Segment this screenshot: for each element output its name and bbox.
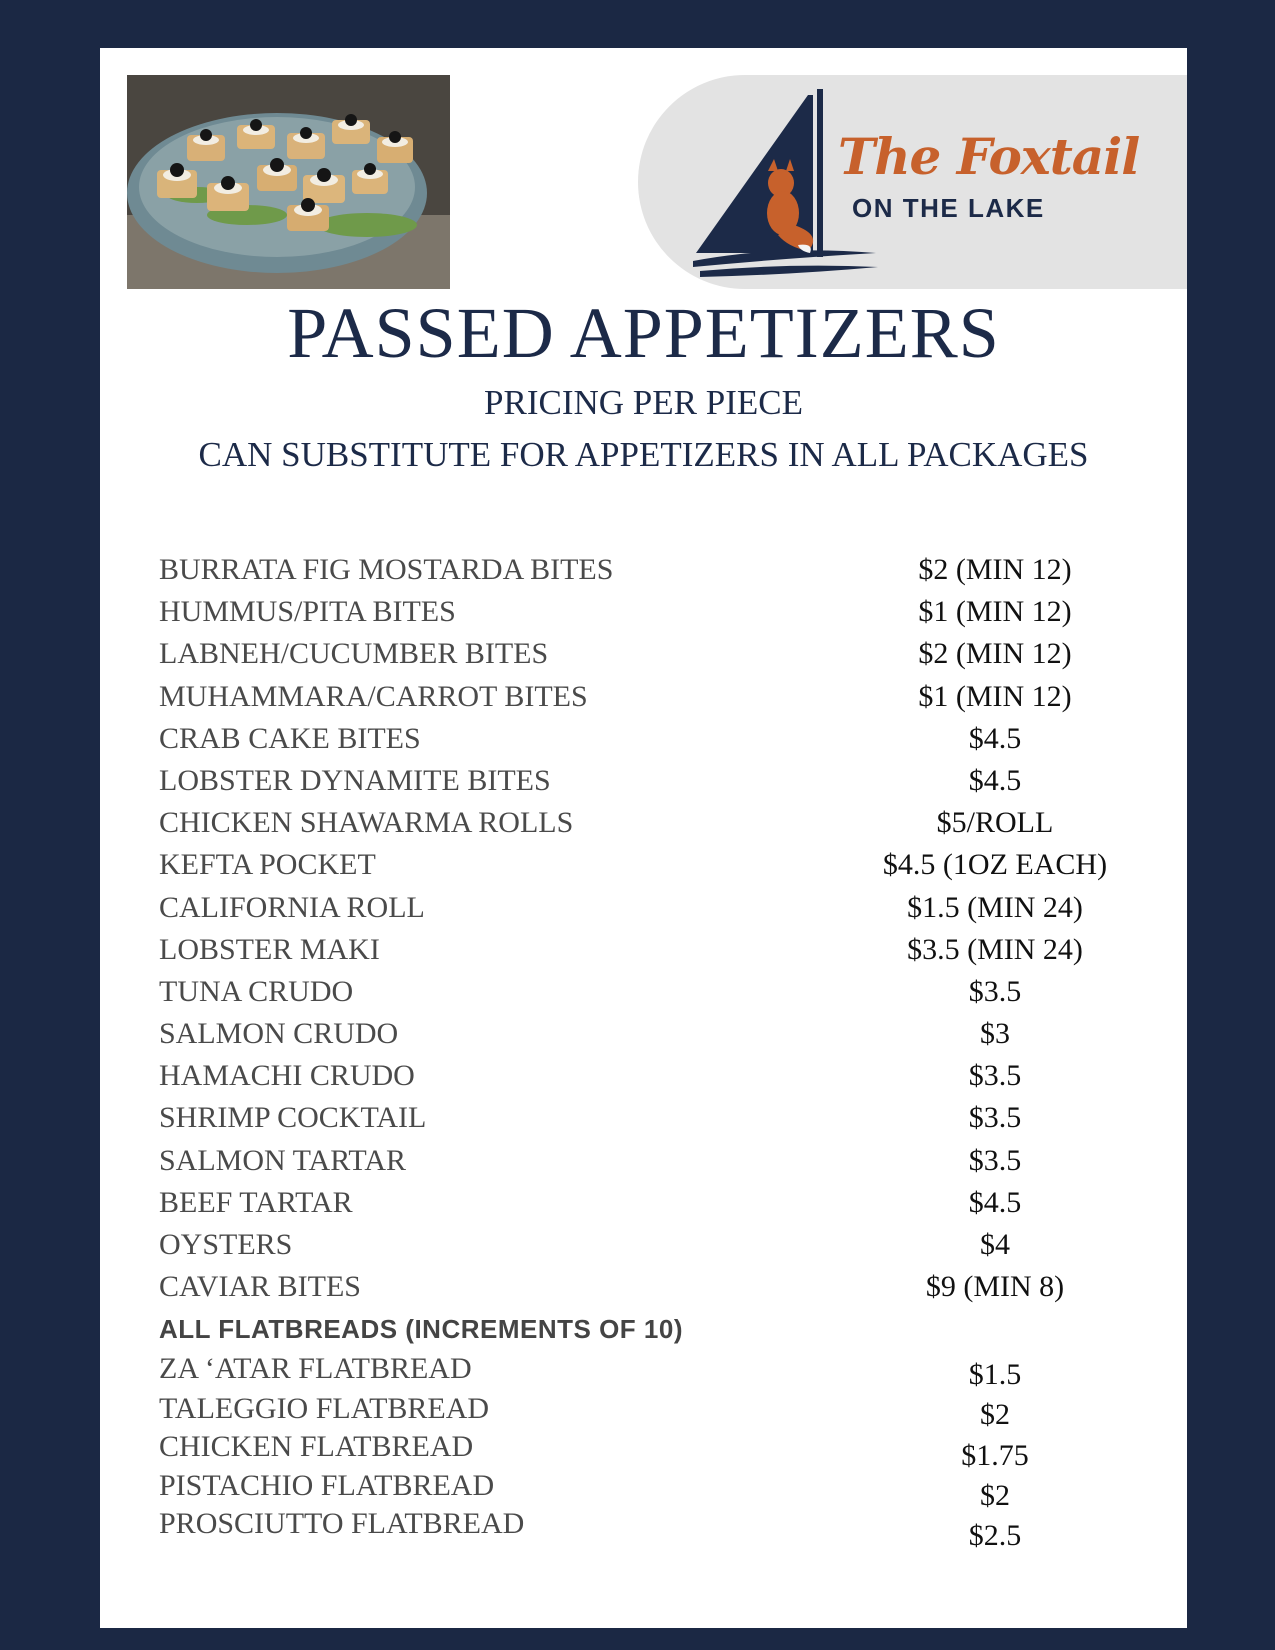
- menu-row: [159, 722, 1159, 764]
- menu-row: [159, 764, 1159, 806]
- menu-item-name: CRAB CAKE BITES: [159, 721, 421, 755]
- menu-row: [159, 1270, 1159, 1312]
- flatbread-price: $1.75: [961, 1439, 1029, 1473]
- menu-item-price: $3.5 (MIN 24): [907, 932, 1083, 966]
- menu-item-price: $4.5: [968, 763, 1022, 797]
- menu-item-name: TUNA CRUDO: [159, 974, 354, 1008]
- menu-row: [159, 1059, 1159, 1101]
- menu-item-name: KEFTA POCKET: [159, 848, 376, 882]
- flatbread-price: $2.5: [968, 1519, 1022, 1553]
- menu-item-price: $2 (MIN 12): [918, 553, 1072, 586]
- flatbread-section-heading: ALL FLATBREADS (INCREMENTS OF 10): [159, 1314, 683, 1345]
- menu-row: [159, 1101, 1159, 1143]
- menu-item-name: BURRATA FIG MOSTARDA BITES: [159, 553, 614, 586]
- menu-item-price: $3.5: [968, 974, 1022, 1008]
- flatbread-list: [159, 1352, 1159, 1592]
- menu-item-price: $3.5: [968, 1143, 1022, 1177]
- menu-item-name: CALIFORNIA ROLL: [159, 890, 425, 924]
- menu-row: [159, 975, 1159, 1017]
- menu-item-name: OYSTERS: [159, 1228, 293, 1261]
- menu-row: [159, 1228, 1159, 1270]
- menu-item-price: $3.5: [968, 1059, 1022, 1093]
- menu-row: [159, 891, 1159, 933]
- menu-item-price: $4: [980, 1228, 1010, 1261]
- menu-row: [159, 680, 1159, 722]
- menu-item-name: LABNEH/CUCUMBER BITES: [159, 637, 549, 671]
- menu-item-name: HUMMUS/PITA BITES: [159, 595, 456, 629]
- menu-item-name: BEEF TARTAR: [159, 1185, 353, 1219]
- menu-item-price: $2 (MIN 12): [918, 637, 1072, 671]
- menu-item-name: CHICKEN SHAWARMA ROLLS: [159, 806, 574, 840]
- menu-row: [159, 553, 1159, 595]
- menu-item-name: HAMACHI CRUDO: [159, 1059, 415, 1093]
- menu-item-price: $3.5: [968, 1101, 1022, 1135]
- menu-row: [159, 1017, 1159, 1059]
- caviar-platter-illustration: [127, 75, 450, 289]
- appetizer-photo: [127, 75, 450, 289]
- menu-item-price: $9 (MIN 8): [925, 1270, 1065, 1304]
- menu-item-name: MUHAMMARA/CARROT BITES: [159, 679, 588, 713]
- menu-item-name: CAVIAR BITES: [159, 1270, 361, 1304]
- menu-item-price: $5/ROLL: [936, 806, 1054, 840]
- menu-row: [159, 1186, 1159, 1228]
- flatbread-name: TALEGGIO FLATBREAD: [159, 1392, 490, 1426]
- menu-row: [159, 933, 1159, 975]
- flatbread-price: $2: [980, 1398, 1010, 1432]
- menu-item-price: $4.5: [968, 721, 1022, 755]
- menu-row: [159, 848, 1159, 890]
- flatbread-name: ZA ‘ATAR FLATBREAD: [159, 1352, 472, 1386]
- menu-item-price: $1 (MIN 12): [918, 679, 1072, 713]
- menu-row: [159, 806, 1159, 848]
- menu-row: [159, 637, 1159, 679]
- flatbread-name: PROSCIUTTO FLATBREAD: [159, 1507, 525, 1541]
- menu-item-name: SALMON CRUDO: [159, 1017, 399, 1051]
- menu-item-name: LOBSTER MAKI: [159, 932, 380, 966]
- menu-row: [159, 595, 1159, 637]
- substitution-note: CAN SUBSTITUTE FOR APPETIZERS IN ALL PACKAGES: [198, 435, 1089, 474]
- flatbread-price: $1.5: [968, 1358, 1022, 1392]
- pricing-note: PRICING PER PIECE: [484, 383, 803, 422]
- brand-tagline: ON THE LAKE: [852, 193, 1045, 223]
- flatbread-name: CHICKEN FLATBREAD: [159, 1430, 474, 1464]
- page-title: PASSED APPETIZERS: [287, 293, 1000, 373]
- menu-item-price: $4.5 (1OZ EACH): [882, 848, 1108, 882]
- menu-sheet: [100, 48, 1187, 1628]
- menu-item-name: SHRIMP COCKTAIL: [159, 1101, 427, 1135]
- flatbread-name: PISTACHIO FLATBREAD: [159, 1469, 495, 1503]
- menu-item-name: LOBSTER DYNAMITE BITES: [159, 763, 551, 797]
- flatbread-price: $2: [980, 1479, 1010, 1513]
- menu-item-name: SALMON TARTAR: [159, 1143, 407, 1177]
- menu-item-price: $1.5 (MIN 24): [907, 890, 1083, 924]
- menu-item-price: $3: [980, 1017, 1010, 1051]
- menu-list: [159, 553, 1159, 1592]
- brand-logo: [638, 75, 1187, 289]
- menu-item-price: $4.5: [968, 1185, 1022, 1219]
- menu-row: [159, 1144, 1159, 1186]
- menu-item-price: $1 (MIN 12): [918, 595, 1072, 629]
- brand-script-name: The Foxtail: [838, 127, 1140, 186]
